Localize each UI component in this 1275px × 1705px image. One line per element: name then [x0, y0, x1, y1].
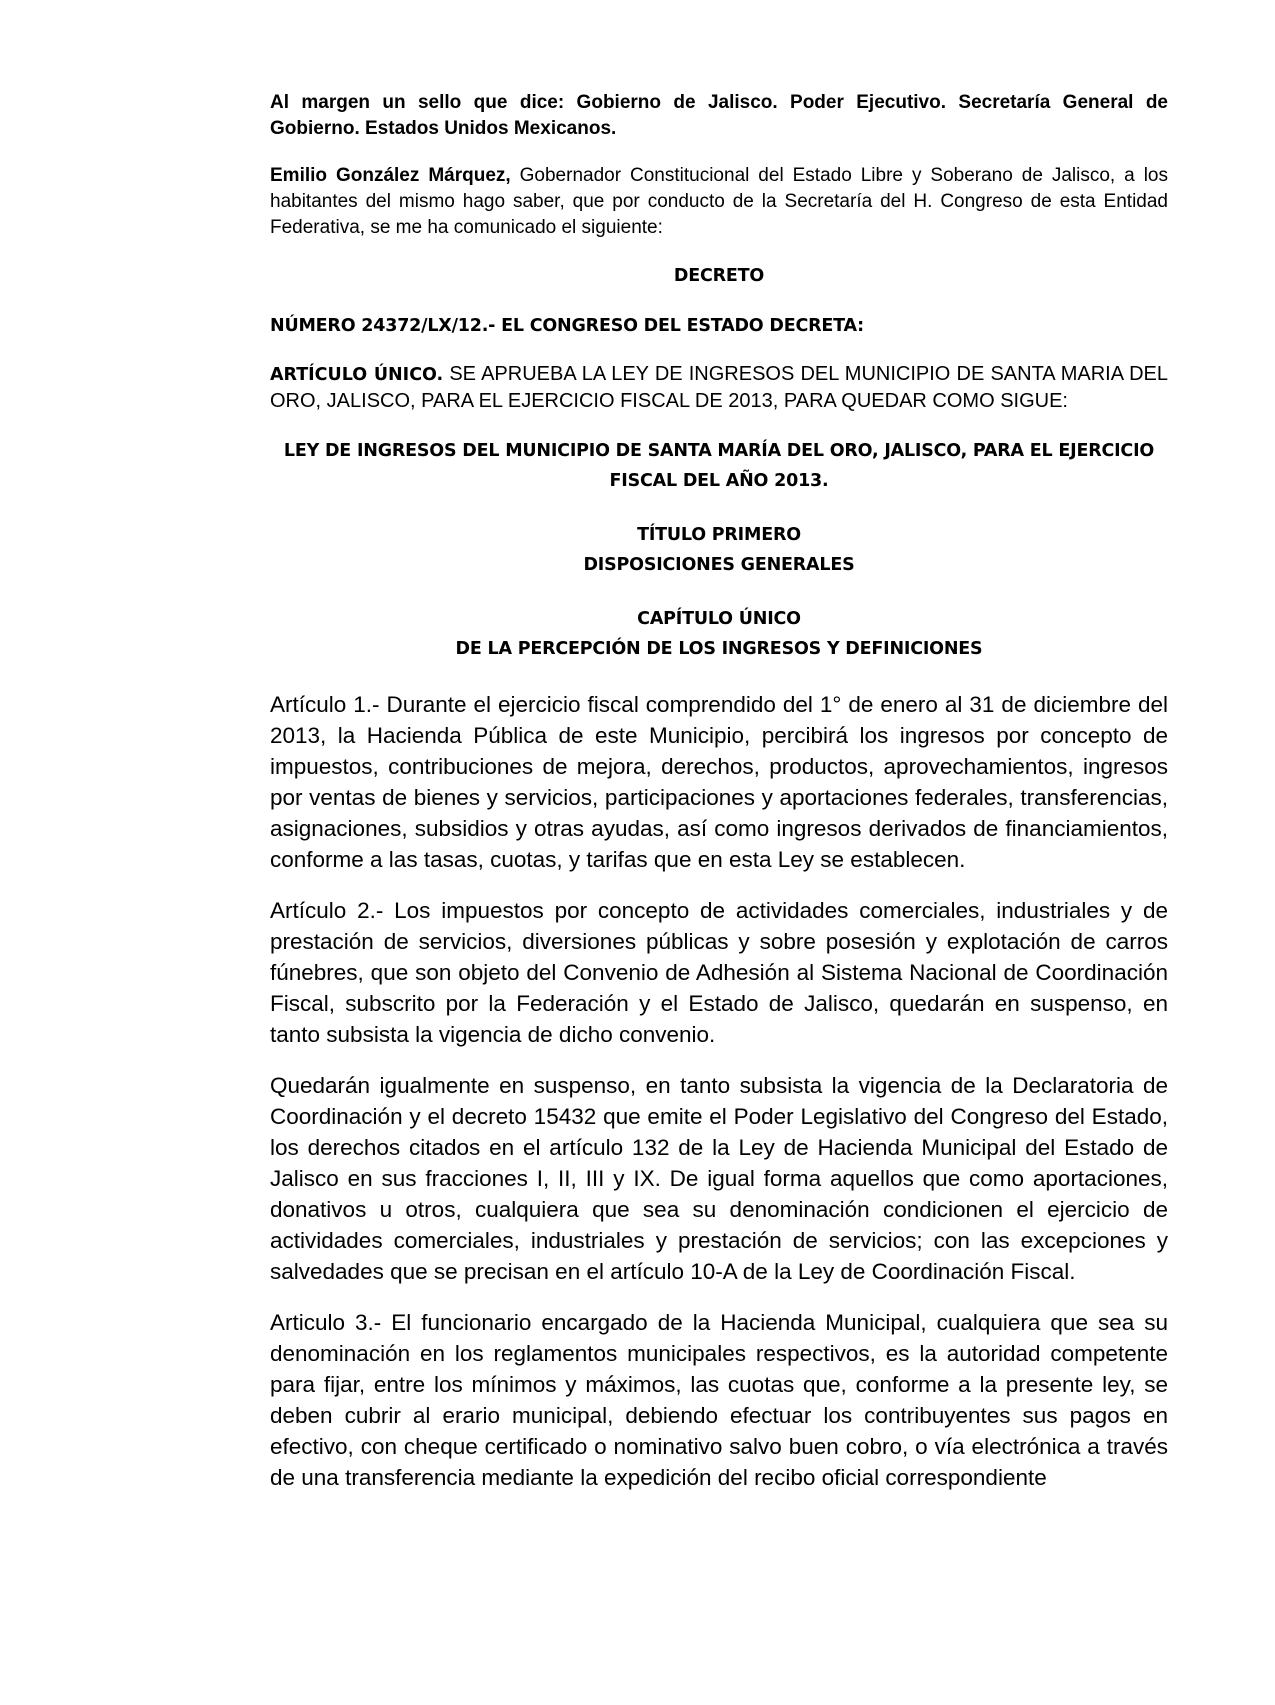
article-2: Artículo 2.- Los impuestos por concepto de actividades comerciales, industriales y de prestación de servicios, diversiones públicas y sobre posesión y explotación de carros fúnebres, que son objeto del Convenio de Adhesión al Sistema Nacional de Coordinación Fiscal, subscrito por la Federación y el Estado de Jalisco, quedarán en suspenso, en tanto subsista la vigencia de dicho convenio.	[270, 898, 1168, 1047]
governor-paragraph	[270, 163, 1168, 241]
chapter-subheading: DE LA PERCEPCIÓN DE LOS INGRESOS Y DEFINICIONES	[455, 639, 983, 659]
article-unico-text: SE APRUEBA LA LEY DE INGRESOS DEL MUNICIPIO DE SANTA MARIA DEL ORO, JALISCO, PARA EL EJERCICIO FISCAL DE 2013, PARA QUEDAR COMO SIGUE:	[270, 363, 1168, 412]
article-unico-label: ARTÍCULO ÚNICO.	[270, 365, 444, 385]
title-heading: TÍTULO PRIMERO	[637, 525, 801, 545]
article-unico	[270, 361, 1168, 414]
decree-heading: DECRETO	[673, 266, 765, 286]
article-3: Articulo 3.- El funcionario encargado de la Hacienda Municipal, cualquiera que sea su denominación en los reglamentos municipales respectivos, es la autoridad competente para fijar, entre los mínimos y máximos, las cuotas que, conforme a la presente ley, se deben cubrir al erario municipal, debiendo efectuar los contribuyentes sus pagos en efectivo, con cheque certificado o nominativo salvo buen cobro, o vía electrónica a través de una transferencia mediante la expedición del recibo oficial correspondiente	[270, 1310, 1168, 1490]
law-title-line2: FISCAL DEL AÑO 2013.	[609, 471, 829, 491]
governor-text: Gobernador Constitucional del Estado Libre y Soberano de Jalisco, a los habitantes del mismo hago saber, que por conducto de la Secretaría del H. Congreso de esta Entidad Federativa, se me ha comunicado el siguiente:	[270, 165, 1168, 238]
document-body	[270, 90, 1168, 1493]
law-title	[270, 436, 1168, 496]
governor-name: Emilio González Márquez,	[270, 165, 511, 186]
title-subheading: DISPOSICIONES GENERALES	[583, 555, 855, 575]
decree-number: NÚMERO 24372/LX/12.- EL CONGRESO DEL ESTADO DECRETA:	[270, 316, 864, 336]
law-title-line1: LEY DE INGRESOS DEL MUNICIPIO DE SANTA MARÍA DEL ORO, JALISCO, PARA EL EJERCICIO	[283, 441, 1155, 461]
chapter-heading: CAPÍTULO ÚNICO	[637, 609, 801, 629]
article-1: Artículo 1.- Durante el ejercicio fiscal comprendido del 1° de enero al 31 de diciembre del 2013, la Hacienda Pública de este Municipio, percibirá los ingresos por concepto de impuestos, contribuciones de mejora, derechos, productos, aprovechamientos, ingresos por ventas de bienes y servicios, participaciones y aportaciones federales, transferencias, asignaciones, subsidios y otras ayudas, así como ingresos derivados de financiamientos, conforme a las tasas, cuotas, y tarifas que en esta Ley se establecen.	[270, 692, 1168, 872]
chapter-section	[270, 604, 1168, 664]
article-2-continuation: Quedarán igualmente en suspenso, en tanto subsista la vigencia de la Declaratoria de Coordinación y el decreto 15432 que emite el Poder Legislativo del Congreso del Estado, los derechos citados en el artículo 132 de la Ley de Hacienda Municipal del Estado de Jalisco en sus fracciones I, II, III y IX. De igual forma aquellos que como aportaciones, donativos u otros, cualquiera que sea su denominación condicionen el ejercicio de actividades comerciales, industriales y prestación de servicios; con las excepciones y salvedades que se precisan en el artículo 10-A de la Ley de Coordinación Fiscal.	[270, 1073, 1168, 1284]
seal-notice: Al margen un sello que dice: Gobierno de Jalisco. Poder Ejecutivo. Secretaría General de Gobierno. Estados Unidos Mexicanos.	[270, 92, 1168, 139]
title-section	[270, 520, 1168, 580]
